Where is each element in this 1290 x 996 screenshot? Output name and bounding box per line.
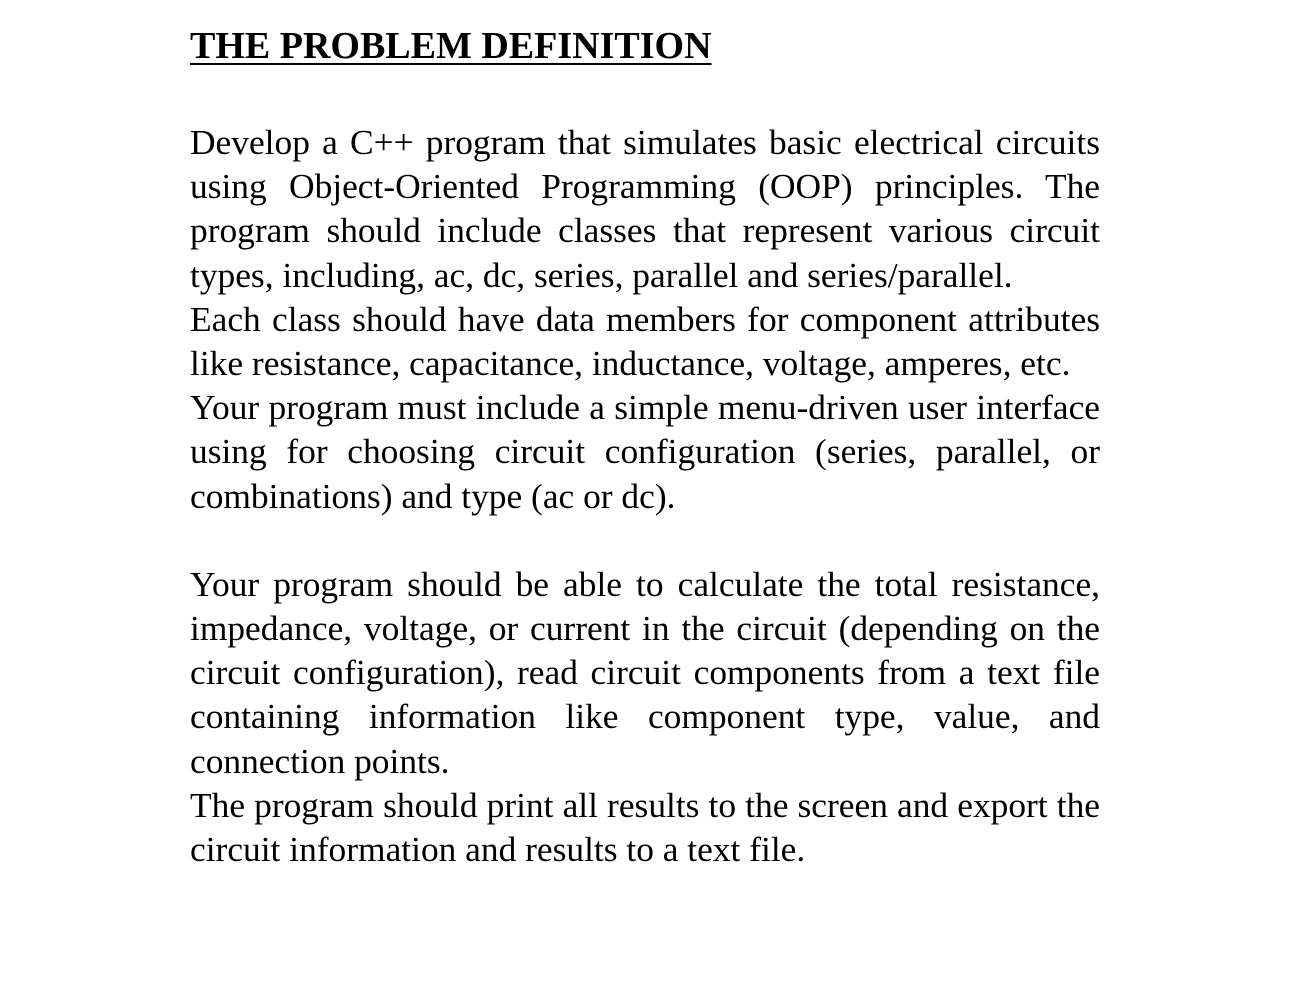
document-page	[190, 22, 1100, 871]
paragraph-output: The program should print all results to the screen and export the circuit information and results to a text file.	[190, 784, 1100, 870]
paragraph-calculations: Your program should be able to calculate the total resistance, impedance, voltage, or current in the circuit (depending on the circuit configuration), read circuit components from a text file containing information like component type, value, and connection points.	[190, 563, 1100, 781]
paragraph-overview: Develop a C++ program that simulates basic electrical circuits using Object-Oriented Programming (OOP) principles. The program should include classes that represent various circuit types, including, ac, dc, series, parallel and series/parallel.	[190, 122, 1100, 295]
spacer	[190, 518, 1100, 562]
spacer	[190, 70, 1100, 120]
document-title: THE PROBLEM DEFINITION	[190, 25, 712, 67]
paragraph-menu-interface: Your program must include a simple menu-driven user interface using for choosing circuit configuration (series, parallel, or combinations) and type (ac or dc).	[190, 387, 1100, 516]
paragraph-data-members: Each class should have data members for component attributes like resistance, capacitance, inductance, voltage, amperes, etc.	[190, 298, 1100, 384]
